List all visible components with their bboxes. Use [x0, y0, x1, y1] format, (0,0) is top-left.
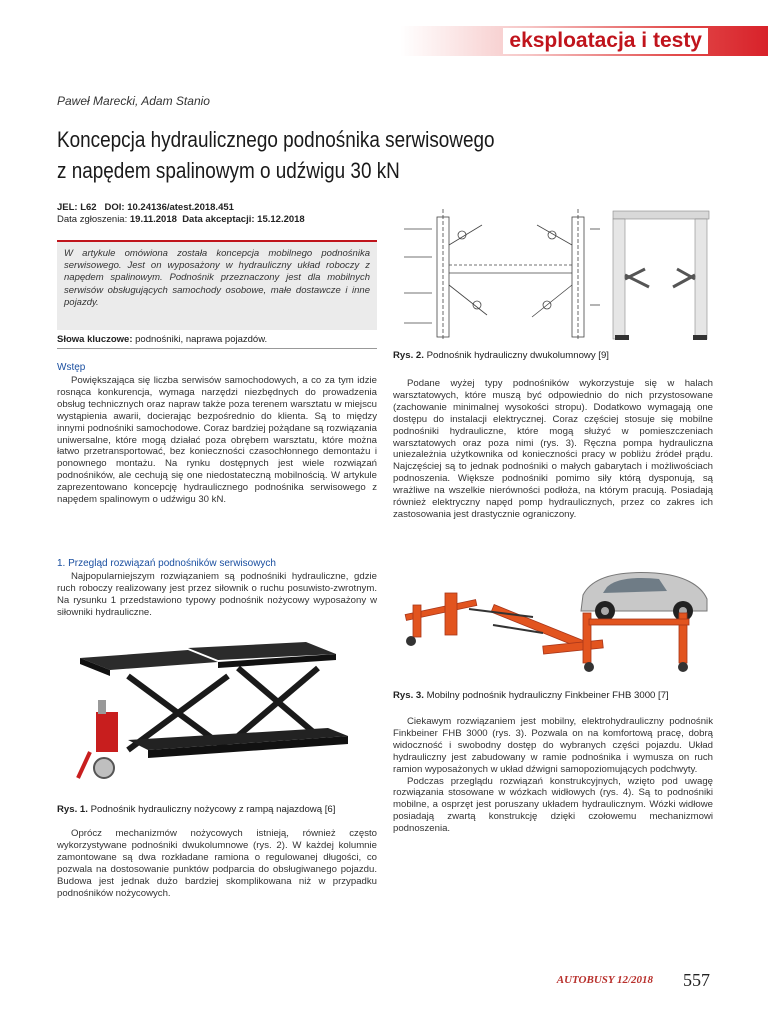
figure1-label: Rys. 1. — [57, 804, 88, 815]
jel-code: JEL: L62 — [57, 202, 97, 213]
figure2-text: Podnośnik hydrauliczny dwukolumnowy [9] — [423, 350, 609, 361]
accepted-date: 15.12.2018 — [257, 214, 305, 225]
keywords-divider — [57, 348, 377, 349]
title-line-2: z napędem spalinowym o udźwigu 30 kN — [57, 158, 400, 183]
mobile-lifts-paragraph: Podane wyżej typy podnośników wykorzystuje się w halach warsztatowych, które muszą być odpowiednio do nich przystosowane (zachowanie minimalnej wysokości stropu). Dodatkowo wymagają one dostępu do instalacji elektrycznej. Coraz częściej stosuje się mobilne podnośniki hydrauliczne, które mogą służyć w pomieszczeniach warsztatowych oraz poza nimi (rys. 3). Ręczna pompa hydrauliczna uniezależnia użytkownika od konieczności pracy w pobliżu źródeł prądu. Najczęściej są to jednak podnośniki o małych gabarytach i możliwościach podnoszenia. Większe podnośniki pomimo siły którą dysponują, są wrażliwe na wszelkie nierówności podłoża, na którym pracują. Posiadają również elektryczny napęd pomp hydraulicznych, przez co zakres ich zastosowania jest drastycznie ograniczony. — [393, 378, 713, 520]
two-post-lift-render — [607, 205, 715, 343]
accepted-label: Data akceptacji: — [182, 214, 255, 225]
article-title — [57, 124, 504, 186]
figure1-text: Podnośnik hydrauliczny nożycowy z rampą najazdową [6] — [87, 804, 336, 815]
left-bottom-section — [57, 828, 377, 899]
keywords-label: Słowa kluczowe: — [57, 334, 133, 345]
title-line-1: Koncepcja hydraulicznego podnośnika serwisowego — [57, 127, 495, 152]
figure2-label: Rys. 2. — [393, 350, 424, 361]
mobile-lift-figure — [393, 565, 715, 680]
section-label: eksploatacja i testy — [503, 28, 708, 54]
figure1-caption — [57, 804, 335, 815]
section1 — [57, 558, 377, 619]
finkbeiner-paragraph: Ciekawym rozwiązaniem jest mobilny, elektrohydrauliczny podnośnik Finkbeiner FHB 3000 (rys. 3). Pozwala on na komfortową pracę, dobrą widoczność i swobodny dostęp do wybranych części pojazdu. Układ hydrauliczny jest zabudowany w ramie podnośnika i wymusza on ruch ramion wyposażonych w układ dźwigni samopoziomujących podchwyty. — [393, 716, 713, 775]
figure3-caption — [393, 690, 669, 701]
intro-paragraph: Powiększająca się liczba serwisów samochodowych, a co za tym idzie rosnąca konkurencja, wymaga narzędzi niezbędnych do prowadzenia obsług technicznych oraz napraw także poza terenem warsztatu w miejscu wystąpienia awarii, docierając bezpośrednio do klienta. Są to między innymi podnośniki samochodowe. Coraz bardziej pożądane są rozwiązania uniwersalne, które mogą działać poza obrębem warsztatu, które można łatwo przetransportować, bez konieczności czasochłonnego demontażu i ponownego montażu. Na rynku dostępnych jest wiele rozwiązań podnośników, ale cechują się one niedostateczną mobilnością. W artykule zaprezentowano koncepcję hydraulicznego podnośnika serwisowego z napędem spalinowym o udźwigu 30 kN. — [57, 375, 377, 506]
figure2-caption — [393, 350, 609, 361]
article-meta — [57, 202, 305, 226]
keywords-value: podnośniki, naprawa pojazdów. — [132, 334, 268, 345]
scissor-lift-figure — [68, 640, 364, 790]
keywords — [57, 334, 377, 345]
forklift-paragraph: Podczas przeglądu rozwiązań konstrukcyjnych, wzięto pod uwagę rozwiązania stosowane w wózkach widłowych (rys. 4). Są to podnośniki mobilne, a osprzęt jest poruszany układem hydraulicznym. Wózki widłowe posiadają zwartą konstrukcję dzięki czołowemu mechanizmowi podnoszenia. — [393, 775, 713, 835]
page-number: 557 — [683, 970, 710, 990]
doi: DOI: 10.24136/atest.2018.451 — [104, 202, 234, 213]
two-column-paragraph: Oprócz mechanizmów nożycowych istnieją, również często wykorzystywane podnośniki dwukolumnowe (rys. 2). W każdej kolumnie zamontowane są dwa rozkładane ramiona o regulowanej długości, co pozwala na dostosowanie punktów podparcia do obsługiwanego pojazdu. Budowa jest jednak dużo bardziej skomplikowana niż w przypadku podnośników nożycowych. — [57, 828, 377, 899]
figure3-text: Mobilny podnośnik hydrauliczny Finkbeiner FHB 3000 [7] — [423, 690, 669, 701]
section1-heading: 1. Przegląd rozwiązań podnośników serwisowych — [57, 558, 276, 569]
right-section-2 — [393, 716, 713, 835]
intro-section — [57, 362, 377, 506]
abstract: W artykule omówiona została koncepcja mobilnego podnośnika serwisowego. Jest on wyposażony w hydrauliczny układ roboczy z napędem spalinowym. Podnośnik przeznaczony jest dla mobilnych serwisów obsługujących samochody osobowe, małe dostawcze i inne pojazdy. — [64, 248, 370, 308]
submitted-date: 19.11.2018 — [129, 214, 177, 225]
intro-heading: Wstęp — [57, 362, 86, 373]
magazine-name: AUTOBUSY 12/2018 — [556, 974, 653, 986]
two-post-lift-drawing — [402, 205, 602, 343]
authors: Paweł Marecki, Adam Stanio — [57, 94, 210, 108]
figure3-label: Rys. 3. — [393, 690, 424, 701]
section1-paragraph: Najpopularniejszym rozwiązaniem są podnośniki hydrauliczne, gdzie ruch roboczy realizowany jest przez siłownik o ruchu posuwisto-zwrotnym. Na rysunku 1 przedstawiono typowy podnośnik nożycowy wyposażony w siłowniki hydrauliczne. — [57, 571, 377, 618]
submitted-label: Data zgłoszenia: — [57, 214, 128, 225]
right-section-1 — [393, 378, 713, 521]
